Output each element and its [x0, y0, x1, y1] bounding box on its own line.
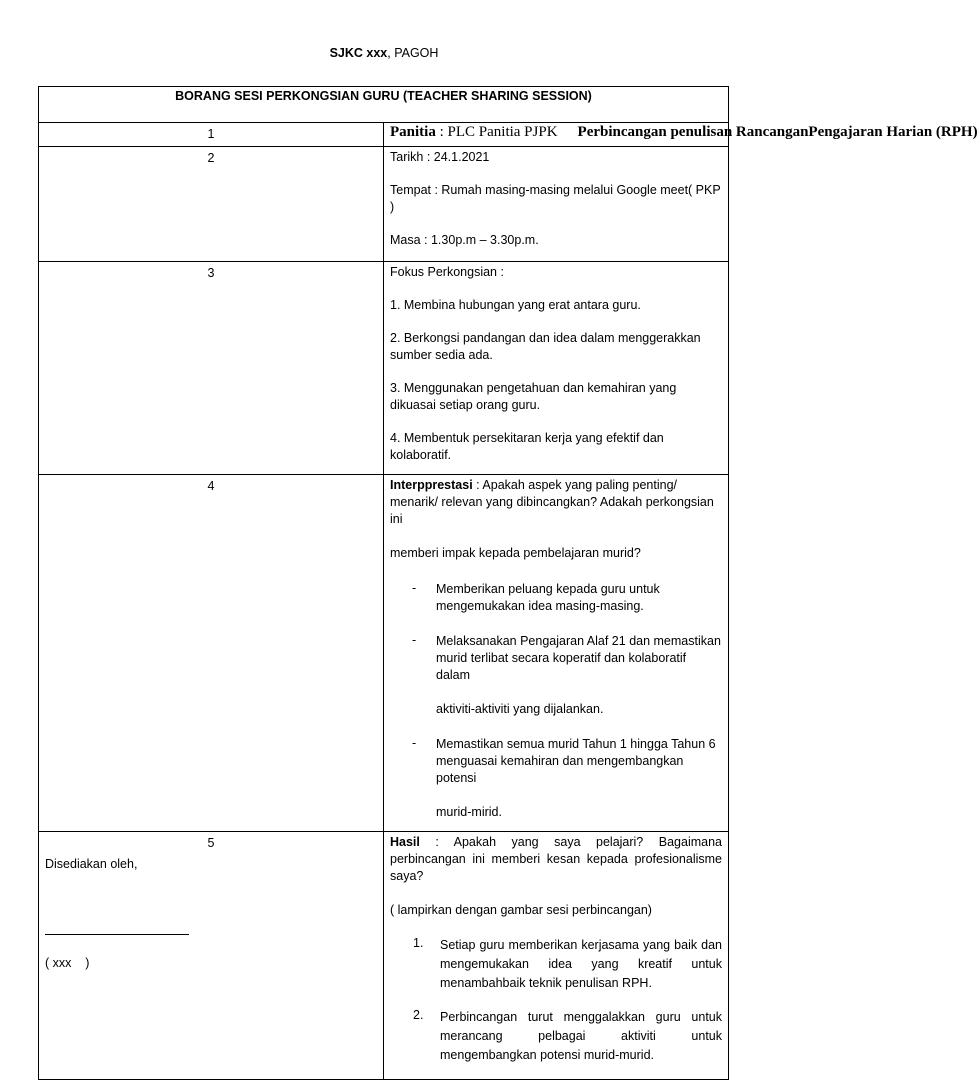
fokus-heading: Fokus Perkongsian : [390, 265, 504, 279]
row-number: 2 [39, 147, 384, 262]
fokus-item: 4. Membentuk persekitaran kerja yang efektif dan kolaboratif. [390, 431, 664, 462]
form-row-interpretasi [39, 475, 729, 832]
row-number: 4 [39, 475, 384, 832]
fokus-item: 1. Membina hubungan yang erat antara guru. [390, 298, 641, 312]
item-text: Setiap guru memberikan kerjasama yang baik dan mengemukakan idea yang kreatif untuk menambahbaik teknik penulisan RPH. [440, 938, 722, 990]
interpretasi-question-cont: memberi impak kepada pembelajaran murid? [390, 546, 641, 560]
hasil-item [413, 1008, 722, 1065]
panitia-label: Panitia [390, 124, 436, 140]
dash-bullet: - [412, 633, 417, 647]
form-row-fokus [39, 262, 729, 475]
hasil-cell [384, 832, 729, 1080]
interpretasi-point [412, 581, 722, 615]
masa-text: Masa : 1.30p.m – 3.30p.m. [390, 233, 539, 247]
signatory-name: ( xxx ) [45, 956, 90, 970]
hasil-label: Hasil [390, 835, 420, 849]
hasil-question: : Apakah yang saya pelajari? Bagaimana perbincangan ini memberi kesan kepada profesionalisme saya? [390, 835, 722, 883]
tempat-text: Tempat : Rumah masing-masing melalui Google meet( PKP ) [390, 183, 721, 214]
interpretasi-label: Interpprestasi [390, 478, 473, 492]
panitia-cell [384, 123, 978, 147]
form-row-hasil [39, 832, 729, 1080]
point-text: Memberikan peluang kepada guru untuk mengemukakan idea masing-masing. [436, 582, 660, 613]
document-header [0, 46, 768, 60]
dash-bullet: - [412, 736, 417, 750]
form-title: BORANG SESI PERKONGSIAN GURU (TEACHER SHARING SESSION) [39, 87, 729, 123]
interpretasi-question: : Apakah aspek yang paling penting/ menarik/ relevan yang dibincangkan? Adakah perkongsian ini [390, 478, 714, 526]
signature-line [45, 934, 189, 935]
item-number: 1. [413, 936, 424, 950]
row-number: 5 [39, 832, 384, 1080]
interpretasi-point [412, 736, 722, 821]
hasil-item [413, 936, 722, 993]
fokus-item: 2. Berkongsi pandangan dan idea dalam menggerakkan sumber sedia ada. [390, 331, 701, 362]
item-text: Perbincangan turut menggalakkan guru untuk merancang pelbagai aktiviti untuk mengembangkan potensi murid-murid. [440, 1010, 722, 1062]
fokus-cell [384, 262, 729, 475]
interpretasi-point [412, 633, 722, 718]
sharing-session-form [38, 86, 978, 1080]
form-row-details [39, 147, 729, 262]
point-text: Melaksanakan Pengajaran Alaf 21 dan memastikan murid terlibat secara koperatif dan kolaboratif dalam [436, 634, 721, 682]
row-number: 1 [39, 123, 384, 147]
details-cell [384, 147, 729, 262]
tarikh-text: Tarikh : 24.1.2021 [390, 150, 490, 164]
fokus-item: 3. Menggunakan pengetahuan dan kemahiran yang dikuasai setiap orang guru. [390, 381, 677, 412]
hasil-attachment-note: ( lampirkan dengan gambar sesi perbincangan) [390, 903, 652, 917]
school-name: SJKC xxx [329, 46, 388, 60]
item-number: 2. [413, 1008, 424, 1022]
interpretasi-cell [384, 475, 729, 832]
session-topic: Perbincangan penulisan RancanganPengajaran Harian (RPH) [577, 124, 978, 140]
form-row-panitia [39, 123, 729, 147]
row-number: 3 [39, 262, 384, 475]
dash-bullet: - [412, 581, 417, 595]
panitia-value: : PLC Panitia PJPK [435, 124, 558, 140]
prepared-by-label: Disediakan oleh, [45, 857, 138, 871]
point-text-cont: murid-mirid. [436, 805, 502, 819]
school-location: , PAGOH [387, 46, 439, 60]
point-text: Memastikan semua murid Tahun 1 hingga Tahun 6 menguasai kemahiran dan mengembangkan potensi [436, 737, 716, 785]
point-text-cont: aktiviti-aktiviti yang dijalankan. [436, 702, 604, 716]
